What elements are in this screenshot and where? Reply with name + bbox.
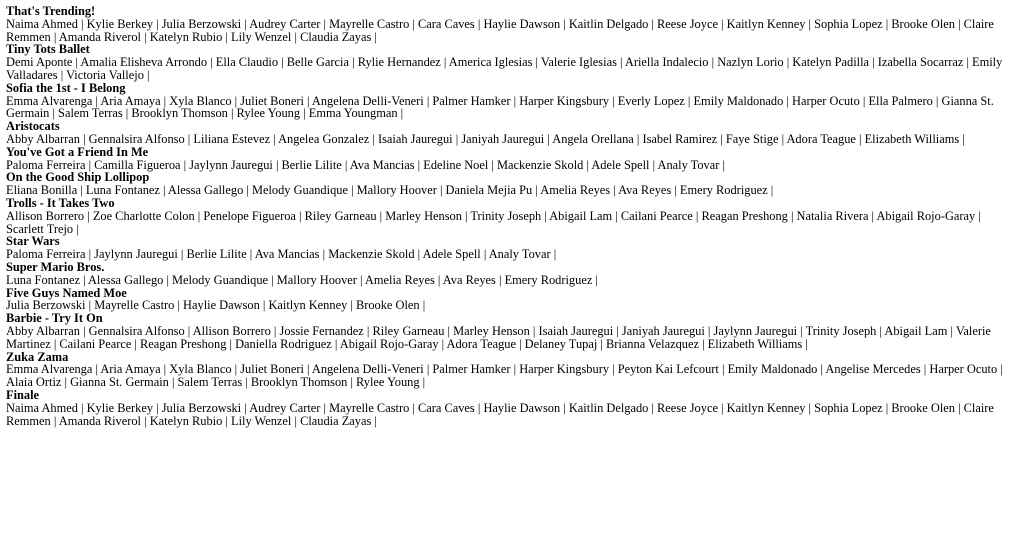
dancer-name: Abby Albarran xyxy=(6,131,80,146)
dancer-name: America Iglesias xyxy=(448,55,533,70)
dancer-name: Peyton Kai Lefcourt xyxy=(617,362,719,377)
routine-block xyxy=(6,171,1006,197)
dancer-name: Trinity Joseph xyxy=(470,208,542,223)
dancer-name: Natalia Rivera xyxy=(796,208,869,223)
dancer-name: Kaitlin Delgado xyxy=(568,400,649,415)
dancer-name: Liliana Estevez xyxy=(193,131,271,146)
dancer-name: Kylie Berkey xyxy=(86,16,154,31)
dancer-name: Abigail Rojo-Garay xyxy=(339,336,439,351)
dancer-name: Emily Valladares xyxy=(6,55,1003,82)
dancer-name: Camilla Figueroa xyxy=(94,157,181,172)
dancer-name: Emily Maldonado xyxy=(693,93,784,108)
dancer-name: Kaitlyn Kenney xyxy=(726,16,806,31)
dancer-name: Audrey Carter xyxy=(249,16,321,31)
dancer-name: Daniela Mejia Pu xyxy=(445,183,533,198)
dancer-name: Emma Alvarenga xyxy=(6,93,93,108)
routine-title: Sofia the 1st - I Belong xyxy=(6,80,126,95)
dancer-name: Julia Berzowski xyxy=(6,298,86,313)
dancer-name: Cailani Pearce xyxy=(59,336,132,351)
dancer-name: Ariella Indalecio xyxy=(624,55,709,70)
dancer-name: Victoria Vallejo xyxy=(66,67,144,82)
dancer-name: Daniella Rodriguez xyxy=(235,336,332,351)
dancer-name: Gianna St. Germain xyxy=(70,375,169,390)
dancer-name: Berlie Lilite xyxy=(186,247,247,262)
dancer-name: Haylie Dawson xyxy=(183,298,260,313)
dancer-name: Amalia Elisheva Arrondo xyxy=(80,55,208,70)
routine-list xyxy=(6,5,1006,427)
dancer-name: Aria Amaya xyxy=(100,93,161,108)
dancer-name: Gianna St. Germain xyxy=(6,93,994,121)
dancer-name: Katelyn Padilla xyxy=(792,55,870,70)
dancer-name: Isaiah Jauregui xyxy=(377,131,453,146)
dancer-name: Edeline Noel xyxy=(423,157,489,172)
dancer-name: Zoe Charlotte Colon xyxy=(92,208,195,223)
dancer-name: Berlie Lilite xyxy=(281,157,342,172)
dancer-name: Brianna Velazquez xyxy=(605,336,699,351)
dancer-name: Brooklyn Thomson xyxy=(250,375,348,390)
routine-cast-list: Abby Albarran | Gennalsira Alfonso | Allison Borrero | Jossie Fernandez | Riley Garneau | Marley Henson | Isaiah Jauregui | Janiyah Jauregui | Jaylynn Jauregui | Trinity Joseph | Abigail Lam | Valerie Martinez | Cailani Pearce | Reagan Preshong | Daniella Rodriguez | Abigail Rojo-Garay | Adora Teague | Delaney Tupaj | Brianna Velazquez | Elizabeth Williams | xyxy=(6,323,991,351)
dancer-name: Juliet Boneri xyxy=(240,93,304,108)
dancer-name: Cara Caves xyxy=(417,400,475,415)
dancer-name: Trinity Joseph xyxy=(805,323,877,338)
dancer-name: Cara Caves xyxy=(417,16,475,31)
dancer-name: Reese Joyce xyxy=(657,16,718,31)
dancer-name: Demi Aponte xyxy=(6,55,73,70)
dancer-name: Ava Mancias xyxy=(254,247,320,262)
dancer-name: Angela Orellana xyxy=(552,131,634,146)
dancer-name: Mackenzie Skold xyxy=(328,247,415,262)
dancer-name: Abigail Lam xyxy=(884,323,948,338)
dancer-name: Ava Mancias xyxy=(349,157,415,172)
routine-title: Star Wars xyxy=(6,234,60,249)
dancer-name: Kaitlin Delgado xyxy=(568,16,649,31)
dancer-name: Jaylynn Jauregui xyxy=(189,157,273,172)
dancer-name: Luna Fontanez xyxy=(6,272,80,287)
dancer-name: Sophia Lopez xyxy=(814,16,883,31)
dancer-name: Adora Teague xyxy=(446,336,516,351)
dancer-name: Eliana Bonilla xyxy=(6,183,78,198)
dancer-name: Brooke Olen xyxy=(891,16,955,31)
dancer-name: Adele Spell xyxy=(422,247,481,262)
routine-block xyxy=(6,82,1006,120)
dancer-name: Xyla Blanco xyxy=(169,362,232,377)
dancer-name: Amanda Riverol xyxy=(58,413,141,428)
dancer-name: Angelena Delli-Veneri xyxy=(311,93,424,108)
dancer-name: Harper Kingsbury xyxy=(519,93,610,108)
dancer-name: Abby Albarran xyxy=(6,323,80,338)
dancer-name: Xyla Blanco xyxy=(169,93,232,108)
dancer-name: Mallory Hoover xyxy=(356,183,437,198)
dancer-name: Allison Borrero xyxy=(6,208,85,223)
dancer-name: Kaitlyn Kenney xyxy=(726,400,806,415)
dancer-name: Elizabeth Williams xyxy=(864,131,960,146)
dancer-name: Marley Henson xyxy=(453,323,530,338)
routine-block xyxy=(6,389,1006,427)
dancer-name: Delaney Tupaj xyxy=(524,336,598,351)
routine-cast-list: Julia Berzowski | Mayrelle Castro | Haylie Dawson | Kaitlyn Kenney | Brooke Olen | xyxy=(6,298,426,313)
dancer-name: Rylee Young xyxy=(236,106,301,121)
dancer-name: Isaiah Jauregui xyxy=(538,323,614,338)
dancer-name: Sophia Lopez xyxy=(814,400,883,415)
routine-title: Zuka Zama xyxy=(6,349,69,364)
dancer-name: Harper Ocuto xyxy=(929,362,998,377)
dancer-name: Jaylynn Jauregui xyxy=(713,323,798,338)
dancer-name: Ella Palmero xyxy=(868,93,933,108)
dancer-name: Reagan Preshong xyxy=(140,336,227,351)
dancer-name: Claudia Zayas xyxy=(300,29,372,44)
routine-cast-list: Naima Ahmed | Kylie Berkey | Julia Berzowski | Audrey Carter | Mayrelle Castro | Cara Caves | Haylie Dawson | Kaitlin Delgado | Reese Joyce | Kaitlyn Kenney | Sophia Lopez | Brooke Olen | Claire Remmen | Amanda Riverol | Katelyn Rubio | Lily Wenzel | Claudia Zayas | xyxy=(6,16,994,44)
dancer-name: Paloma Ferreira xyxy=(6,157,86,172)
dancer-name: Abigail Rojo-Garay xyxy=(876,208,976,223)
dancer-name: Reese Joyce xyxy=(657,400,718,415)
routine-block xyxy=(6,312,1006,350)
dancer-name: Elizabeth Williams xyxy=(707,336,803,351)
dancer-name: Mayrelle Castro xyxy=(94,298,175,313)
dancer-name: Emma Youngman xyxy=(308,106,398,121)
dancer-name: Adele Spell xyxy=(591,157,650,172)
routine-title: Tiny Tots Ballet xyxy=(6,42,90,57)
dancer-name: Allison Borrero xyxy=(192,323,271,338)
dancer-name: Valerie Martinez xyxy=(6,323,991,351)
routine-block xyxy=(6,197,1006,235)
dancer-name: Cailani Pearce xyxy=(620,208,693,223)
dancer-name: Palmer Hamker xyxy=(432,93,511,108)
dancer-name: Katelyn Rubio xyxy=(149,413,223,428)
dancer-name: Audrey Carter xyxy=(249,400,321,415)
dancer-name: Alessa Gallego xyxy=(167,183,244,198)
routine-cast-list: Naima Ahmed | Kylie Berkey | Julia Berzowski | Audrey Carter | Mayrelle Castro | Cara Caves | Haylie Dawson | Kaitlin Delgado | Reese Joyce | Kaitlyn Kenney | Sophia Lopez | Brooke Olen | Claire Remmen | Amanda Riverol | Katelyn Rubio | Lily Wenzel | Claudia Zayas | xyxy=(6,400,994,428)
routine-title: On the Good Ship Lollipop xyxy=(6,170,150,185)
dancer-name: Claudia Zayas xyxy=(300,413,372,428)
dancer-name: Lily Wenzel xyxy=(231,29,292,44)
dancer-name: Julia Berzowski xyxy=(161,400,242,415)
dancer-name: Angelena Delli-Veneri xyxy=(311,362,424,377)
dancer-name: Amelia Reyes xyxy=(364,272,435,287)
routine-title: Finale xyxy=(6,387,40,402)
routine-cast-list: Emma Alvarenga | Aria Amaya | Xyla Blanco | Juliet Boneri | Angelena Delli-Veneri | Palmer Hamker | Harper Kingsbury | Peyton Kai Lefcourt | Emily Maldonado | Angelise Mercedes | Harper Ocuto | Alaia Ortiz | Gianna St. Germain | Salem Terras | Brooklyn Thomson | Rylee Young | xyxy=(6,362,1003,390)
routine-block xyxy=(6,287,1006,313)
dancer-name: Rylee Young xyxy=(356,375,420,390)
dancer-name: Brooke Olen xyxy=(891,400,955,415)
dancer-name: Emma Alvarenga xyxy=(6,362,93,377)
dancer-name: Janiyah Jauregui xyxy=(621,323,705,338)
routine-block xyxy=(6,351,1006,389)
routine-block xyxy=(6,235,1006,261)
dancer-name: Luna Fontanez xyxy=(85,183,160,198)
dancer-name: Melody Guandique xyxy=(251,183,348,198)
dancer-name: Juliet Boneri xyxy=(240,362,304,377)
dancer-name: Palmer Hamker xyxy=(432,362,511,377)
dancer-name: Mayrelle Castro xyxy=(329,16,410,31)
dancer-name: Paloma Ferreira xyxy=(6,247,86,262)
dancer-name: Kylie Berkey xyxy=(86,400,154,415)
dancer-name: Gennalsira Alfonso xyxy=(88,131,185,146)
dancer-name: Izabella Socarraz xyxy=(877,55,964,70)
dancer-name: Jossie Fernandez xyxy=(279,323,364,338)
dancer-name: Claire Remmen xyxy=(6,400,994,428)
routine-block xyxy=(6,146,1006,172)
routine-cast-list: Paloma Ferreira | Camilla Figueroa | Jaylynn Jauregui | Berlie Lilite | Ava Mancias | Edeline Noel | Mackenzie Skold | Adele Spell | Analy Tovar | xyxy=(6,157,725,172)
routine-cast-list: Luna Fontanez | Alessa Gallego | Melody Guandique | Mallory Hoover | Amelia Reyes | Ava Reyes | Emery Rodriguez | xyxy=(6,272,598,287)
dancer-name: Nazlyn Lorio xyxy=(717,55,784,70)
dancer-name: Mackenzie Skold xyxy=(496,157,584,172)
dancer-name: Faye Stige xyxy=(725,131,779,146)
dancer-name: Riley Garneau xyxy=(372,323,445,338)
dancer-name: Abigail Lam xyxy=(549,208,613,223)
dancer-name: Naima Ahmed xyxy=(6,400,78,415)
routine-block xyxy=(6,261,1006,287)
dancer-name: Adora Teague xyxy=(786,131,856,146)
dancer-name: Ava Reyes xyxy=(618,183,672,198)
dancer-name: Gennalsira Alfonso xyxy=(88,323,185,338)
dancer-name: Scarlett Trejo xyxy=(6,221,74,236)
dancer-name: Mayrelle Castro xyxy=(329,400,410,415)
dancer-name: Melody Guandique xyxy=(172,272,269,287)
dancer-name: Belle Garcia xyxy=(286,55,349,70)
dancer-name: Harper Kingsbury xyxy=(519,362,610,377)
dancer-name: Naima Ahmed xyxy=(6,16,78,31)
dancer-name: Reagan Preshong xyxy=(701,208,788,223)
routine-block xyxy=(6,5,1006,43)
dancer-name: Everly Lopez xyxy=(617,93,685,108)
dancer-name: Emery Rodriguez xyxy=(679,183,768,198)
dancer-name: Kaitlyn Kenney xyxy=(268,298,348,313)
dancer-name: Claire Remmen xyxy=(6,16,994,44)
routine-cast-list: Allison Borrero | Zoe Charlotte Colon | Penelope Figueroa | Riley Garneau | Marley Henson | Trinity Joseph | Abigail Lam | Cailani Pearce | Reagan Preshong | Natalia Rivera | Abigail Rojo-Garay | Scarlett Trejo | xyxy=(6,208,981,236)
dancer-name: Aria Amaya xyxy=(100,362,161,377)
dancer-name: Penelope Figueroa xyxy=(203,208,296,223)
routine-title: Five Guys Named Moe xyxy=(6,285,127,300)
dancer-name: Harper Ocuto xyxy=(792,93,860,108)
routine-title: Aristocats xyxy=(6,119,60,134)
dancer-name: Angelise Mercedes xyxy=(825,362,921,377)
dancer-name: Alessa Gallego xyxy=(87,272,164,287)
dancer-name: Valerie Iglesias xyxy=(540,55,617,70)
dancer-name: Brooklyn Thomson xyxy=(131,106,228,121)
dancer-name: Amelia Reyes xyxy=(540,183,611,198)
dancer-name: Mallory Hoover xyxy=(276,272,357,287)
dancer-name: Brooke Olen xyxy=(355,298,420,313)
routine-block xyxy=(6,120,1006,146)
dancer-name: Analy Tovar xyxy=(488,247,551,262)
dancer-name: Ava Reyes xyxy=(442,272,496,287)
routine-block xyxy=(6,43,1006,81)
dancer-name: Jaylynn Jauregui xyxy=(94,247,178,262)
dancer-name: Emery Rodriguez xyxy=(504,272,593,287)
dancer-name: Angelea Gonzalez xyxy=(278,131,370,146)
dancer-name: Emily Maldonado xyxy=(727,362,818,377)
dancer-name: Alaia Ortiz xyxy=(6,375,62,390)
dancer-name: Riley Garneau xyxy=(304,208,377,223)
dancer-name: Katelyn Rubio xyxy=(149,29,223,44)
dancer-name: Ella Claudio xyxy=(215,55,279,70)
routine-cast-list: Abby Albarran | Gennalsira Alfonso | Liliana Estevez | Angelea Gonzalez | Isaiah Jauregui | Janiyah Jauregui | Angela Orellana | Isabel Ramirez | Faye Stige | Adora Teague | Elizabeth Williams | xyxy=(6,131,965,146)
dancer-name: Salem Terras xyxy=(177,375,243,390)
dancer-name: Amanda Riverol xyxy=(58,29,141,44)
dancer-name: Haylie Dawson xyxy=(483,16,561,31)
routine-title: You've Got a Friend In Me xyxy=(6,144,149,159)
routine-title: Super Mario Bros. xyxy=(6,259,105,274)
dancer-name: Salem Terras xyxy=(58,106,123,121)
dancer-name: Lily Wenzel xyxy=(231,413,292,428)
dancer-name: Marley Henson xyxy=(385,208,462,223)
dancer-name: Julia Berzowski xyxy=(161,16,242,31)
dancer-name: Isabel Ramirez xyxy=(642,131,718,146)
routine-title: That's Trending! xyxy=(6,4,96,18)
routine-title: Barbie - Try It On xyxy=(6,311,103,326)
dancer-name: Janiyah Jauregui xyxy=(461,131,545,146)
routine-title: Trolls - It Takes Two xyxy=(6,195,115,210)
routine-cast-list: Emma Alvarenga | Aria Amaya | Xyla Blanco | Juliet Boneri | Angelena Delli-Veneri | Palmer Hamker | Harper Kingsbury | Everly Lopez | Emily Maldonado | Harper Ocuto | Ella Palmero | Gianna St. Germain | Salem Terras | Brooklyn Thomson | Rylee Young | Emma Youngman | xyxy=(6,93,994,121)
routine-cast-list: Eliana Bonilla | Luna Fontanez | Alessa Gallego | Melody Guandique | Mallory Hoover | Daniela Mejia Pu | Amelia Reyes | Ava Reyes | Emery Rodriguez | xyxy=(6,183,774,198)
routine-cast-list: Paloma Ferreira | Jaylynn Jauregui | Berlie Lilite | Ava Mancias | Mackenzie Skold | Adele Spell | Analy Tovar | xyxy=(6,247,557,262)
routine-cast-list: Demi Aponte | Amalia Elisheva Arrondo | Ella Claudio | Belle Garcia | Rylie Hernandez | America Iglesias | Valerie Iglesias | Ariella Indalecio | Nazlyn Lorio | Katelyn Padilla | Izabella Socarraz | Emily Valladares | Victoria Vallejo | xyxy=(6,55,1003,82)
dancer-name: Haylie Dawson xyxy=(483,400,561,415)
dancer-name: Analy Tovar xyxy=(657,157,720,172)
dancer-name: Rylie Hernandez xyxy=(357,55,441,70)
